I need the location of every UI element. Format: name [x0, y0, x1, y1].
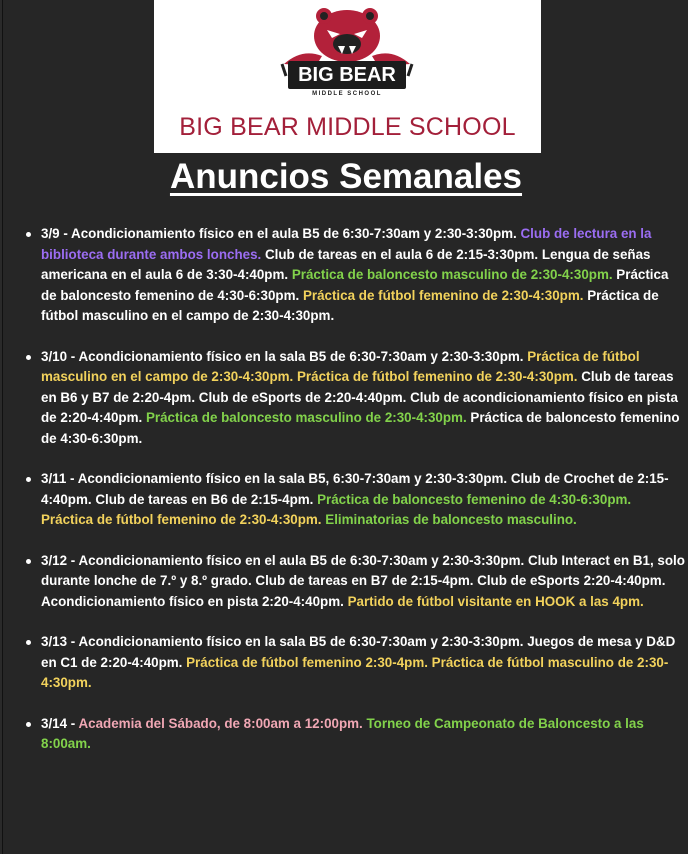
segment: Práctica de baloncesto femenino de 4:30-6:30pm. [41, 267, 669, 303]
segment: Práctica de baloncesto femenino de 4:30-6:30pm. [41, 410, 680, 446]
logo-banner [154, 0, 541, 153]
announcement-list [21, 224, 685, 775]
announcement-item [21, 632, 685, 694]
bear-mascot-logo [272, 6, 422, 98]
segment: Partido de fútbol visitante en HOOK a las 4pm. [347, 593, 644, 609]
segment: Práctica de baloncesto femenino de 4:30-6:30pm. [317, 491, 632, 507]
announcement-item [21, 469, 685, 531]
announcement-item [21, 551, 685, 613]
segment: 3/11 - Acondicionamiento físico en la sala B5, 6:30-7:30am y 2:30-3:30pm. Club de Crochet de 2:15-4:40pm. Club de tareas en B6 de 2:15-4pm. [41, 471, 669, 507]
flyer-page [2, 0, 688, 854]
segment: 3/9 - Acondicionamiento físico en el aula B5 de 6:30-7:30am y 2:30-3:30pm. [41, 226, 521, 241]
segment: Práctica de fútbol femenino de 2:30-4:30pm. [302, 287, 588, 303]
segment: 3/10 - Acondicionamiento físico en la sala B5 de 6:30-7:30am y 2:30-3:30pm. [41, 348, 528, 364]
page-title: Anuncios Semanales [169, 157, 523, 196]
segment: Club de lectura en la biblioteca durante ambos lonches. [41, 226, 652, 262]
segment: Práctica de fútbol masculino en el campo de 2:30-4:30pm. [41, 287, 659, 323]
segment: Eliminatorias de baloncesto masculino. [325, 512, 577, 527]
announcement-item [21, 714, 685, 755]
segment: Club de tareas en B6 y B7 de 2:20-4pm. Club de eSports de 2:20-4:40pm. Club de acondicionamiento físico en pista de 2:20-4:40pm. [41, 369, 678, 425]
school-name: BIG BEAR MIDDLE SCHOOL [179, 113, 516, 141]
segment: Práctica de baloncesto masculino de 2:30-4:30pm. [291, 267, 617, 282]
segment: 3/13 - Acondicionamiento físico en la sala B5 de 6:30-7:30am y 2:30-3:30pm. Juegos de mesa y D&D en C1 de 2:20-4:40pm. [41, 634, 676, 670]
segment: Práctica de fútbol femenino 2:30-4pm. Práctica de fútbol masculino de 2:30-4:30pm. [41, 654, 669, 690]
segment: 3/14 - [41, 715, 79, 731]
segment: Práctica de baloncesto masculino de 2:30-4:30pm. [145, 410, 471, 425]
segment: 3/12 - Acondicionamiento físico en el aula B5 de 6:30-7:30am y 2:30-3:30pm. Club Interact en B1, solo durante lonche de 7.º y 8.º grado. Club de tareas en B7 de 2:15-4pm. Club de eSports 2:20-4:40pm. Acondicionamiento físico en pista 2:20-4:40pm. [41, 552, 685, 609]
segment: Práctica de fútbol masculino en el campo de 2:30-4:30pm. Práctica de fútbol femenino de 2:30-4:30pm. [41, 348, 640, 384]
segment: Práctica de fútbol femenino de 2:30-4:30pm. [41, 512, 326, 527]
logo-text-main: BIG BEAR [298, 64, 396, 86]
page-title-wrap [3, 157, 688, 197]
segment: Club de tareas en el aula 6 de 2:15-3:30pm. Lengua de señas americana en el aula 6 de 3:30-4:40pm. [41, 246, 651, 282]
announcement-item [21, 224, 685, 327]
segment: Academia del Sábado, de 8:00am a 12:00pm. [78, 715, 367, 731]
logo-text-sub: MIDDLE SCHOOL [312, 91, 382, 97]
announcement-item [21, 347, 685, 450]
segment: Torneo de Campeonato de Baloncesto a las 8:00am. [41, 715, 644, 751]
